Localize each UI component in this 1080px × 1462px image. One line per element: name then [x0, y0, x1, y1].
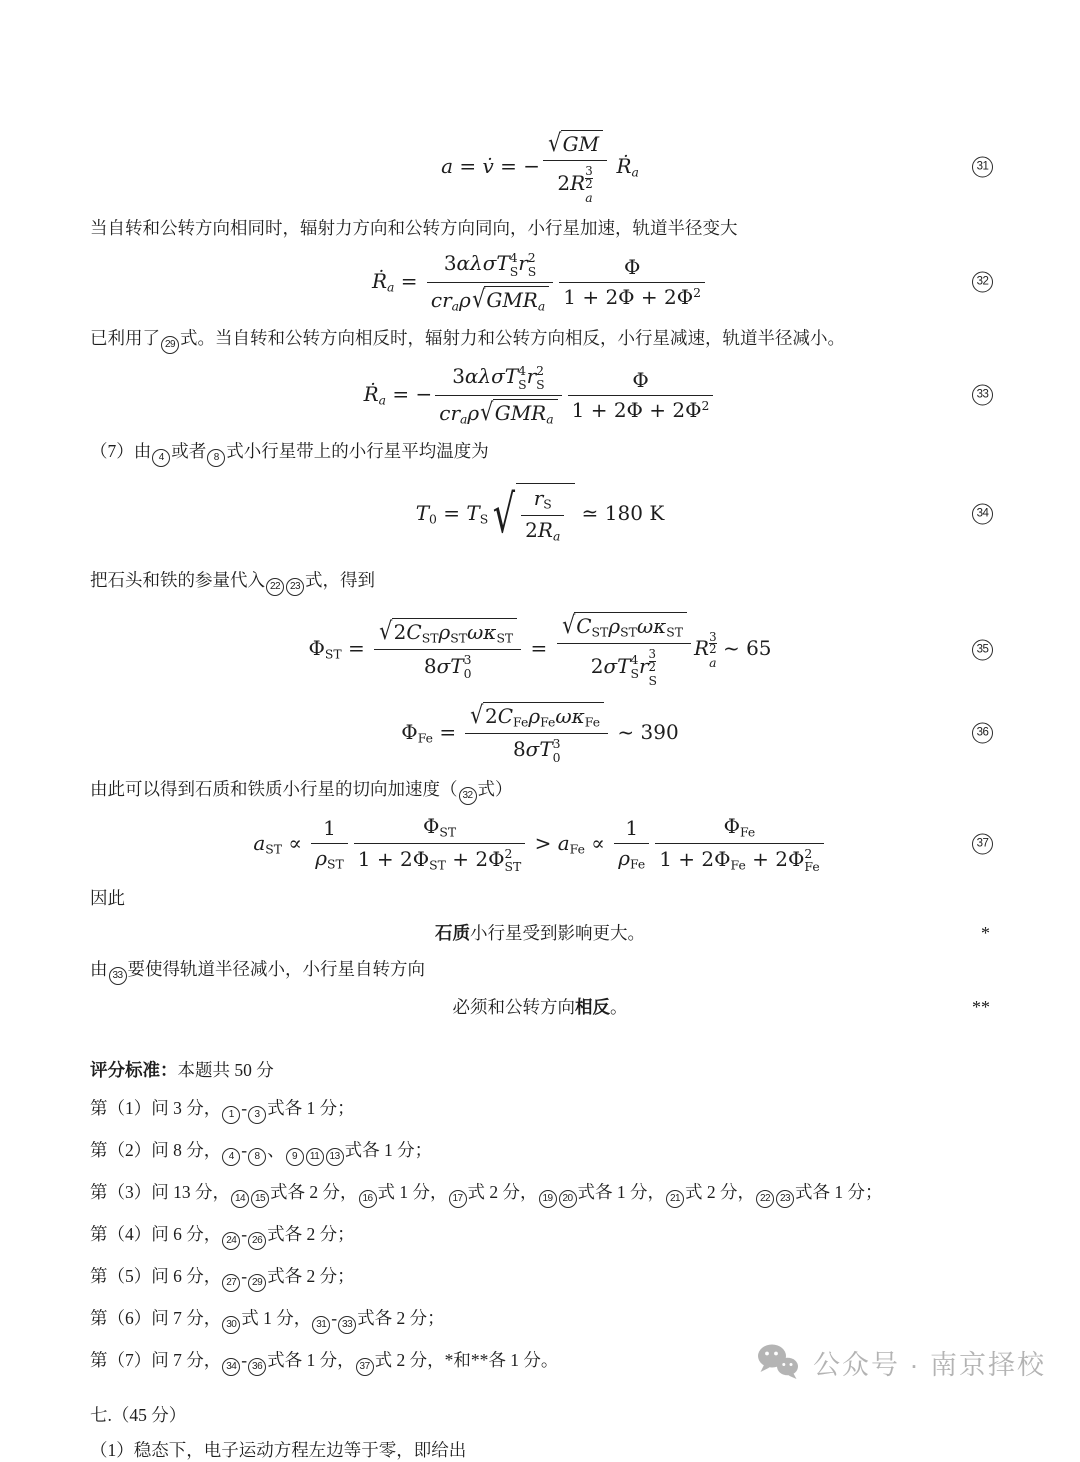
circled-number: 33 — [972, 385, 993, 406]
circled-number: 36 — [972, 723, 993, 744]
equation-line-37 — [90, 815, 990, 875]
conclusion-stone-text: 石质小行星受到影响更大。 — [435, 922, 645, 943]
rubric-title-bold: 评分标准： — [90, 1059, 178, 1080]
equation-line-36 — [90, 699, 990, 765]
circled-number: 31 — [972, 157, 993, 178]
rubric-line-4: 第（4）问 6 分， 24 - 26 式各 2 分； — [90, 1221, 990, 1250]
equation-34: T0 = TS √ $\frac{rS}{2Ra}$ ≃ 180 K — [415, 483, 665, 545]
watermark-text: 公众号 · 南京择校 — [813, 1349, 1046, 1380]
rubric-line-2: 第（2）问 8 分， 4 - 8 、 9 11 13 式各 1 分； — [90, 1137, 990, 1166]
equation-35: ΦST = √2CSTρSTωκST 8σT 3 0 = √CSTρSTωκST 2σT 4 S r $\frac{3}{2}$ S R $\frac{3}{2}$ a ~ 65 — [308, 609, 772, 688]
wechat-icon — [755, 1342, 801, 1382]
equation-line-35 — [90, 609, 990, 688]
rubric-line-1: 第（1）问 3 分， 1 - 3 式各 1 分； — [90, 1095, 990, 1124]
paragraph-by-33: 由 33 要使得轨道半径减小，小行星自转方向 — [90, 957, 990, 985]
equation-32: Ṙa = 3αλσT 4 S r 2 S craρ√GMRa $\frac{\Phi}{1 + 2\Phi + 2\Phi^2}$ — [372, 269, 708, 293]
equation-37: aST ∝ 1 ρST ΦST 1 + 2ΦST + 2Φ 2 ST > aFe ∝ 1 ρFe ΦFe 1 + 2ΦFe + 2Φ 2 Fe — [253, 831, 826, 855]
conclusion-opposite — [90, 994, 990, 1019]
conclusion-stone — [90, 920, 990, 945]
equation-number-31 — [971, 157, 994, 178]
paragraph-tangential: 由此可以得到石质和铁质小行星的切向加速度（ 32 式） — [90, 777, 990, 805]
rubric-title-rest: 本题共 50 分 — [177, 1059, 274, 1080]
double-star-marker: ** — [972, 997, 990, 1018]
equation-line-31 — [90, 130, 990, 204]
equation-number-36 — [971, 723, 994, 744]
scoring-rubric — [90, 1057, 990, 1376]
paragraph-part7-intro: （7）由 4 或者 8 式小行星带上的小行星平均温度为 — [90, 439, 990, 467]
equation-number-34 — [971, 504, 994, 525]
equation-line-33 — [90, 364, 990, 427]
circled-number: 34 — [972, 504, 993, 525]
rubric-title — [90, 1057, 990, 1082]
paragraph-used-29: 已利用了 29 式。当自转和公转方向相反时，辐射力和公转方向相反，小行星减速，轨道半径减小。 — [90, 326, 990, 354]
rubric-line-5: 第（5）问 6 分， 27 - 29 式各 2 分； — [90, 1263, 990, 1292]
equation-number-33 — [971, 385, 994, 406]
watermark — [755, 1342, 1046, 1382]
rubric-line-6: 第（6）问 7 分， 30 式 1 分， 31 - 33 式各 2 分； — [90, 1305, 990, 1334]
rubric-line-7: 第（7）问 7 分， 34 - 36 式各 1 分， 37 式 2 分，*和**各 1 分。 — [90, 1347, 990, 1376]
equation-number-37 — [971, 834, 994, 855]
paragraph-thus: 因此 — [90, 888, 125, 909]
equation-31: a = v̇ = − √GM 2R $\frac{3}{2}$ a Ṙa — [441, 128, 639, 205]
circled-number: 37 — [972, 834, 993, 855]
rubric-line-3: 第（3）问 13 分， 14 15 式各 2 分， 16 式 1 分， 17 式 2 分， 19 20 式各 1 分， 21 式 2 分， 22 23 式各 1 分； — [90, 1179, 990, 1208]
section-7-heading: 七.（45 分） — [90, 1404, 187, 1425]
equation-line-32 — [90, 251, 990, 314]
section-7-first-line: （1）稳态下，电子运动方程左边等于零，即给出 — [90, 1439, 467, 1460]
paragraph-same-direction: 当自转和公转方向相同时，辐射力方向和公转方向同向，小行星加速，轨道半径变大 — [90, 218, 738, 239]
equation-number-35 — [971, 639, 994, 660]
circled-number: 32 — [972, 272, 993, 293]
equation-36: ΦFe = √2CFeρFeωκFe 8σT 3 0 ~ 390 — [401, 699, 679, 765]
paragraph-substitute: 把石头和铁的参量代入 22 23 式，得到 — [90, 568, 990, 596]
star-marker: * — [981, 923, 990, 944]
circled-number: 35 — [972, 639, 993, 660]
equation-33: Ṙa = − 3αλσT 4 S r 2 S craρ√GMRa $\frac{\Phi}{1 + 2\Phi + 2\Phi^2}$ — [364, 382, 717, 406]
equation-number-32 — [971, 272, 994, 293]
equation-line-34 — [90, 483, 990, 546]
conclusion-opposite-text: 必须和公转方向相反。 — [452, 996, 628, 1017]
